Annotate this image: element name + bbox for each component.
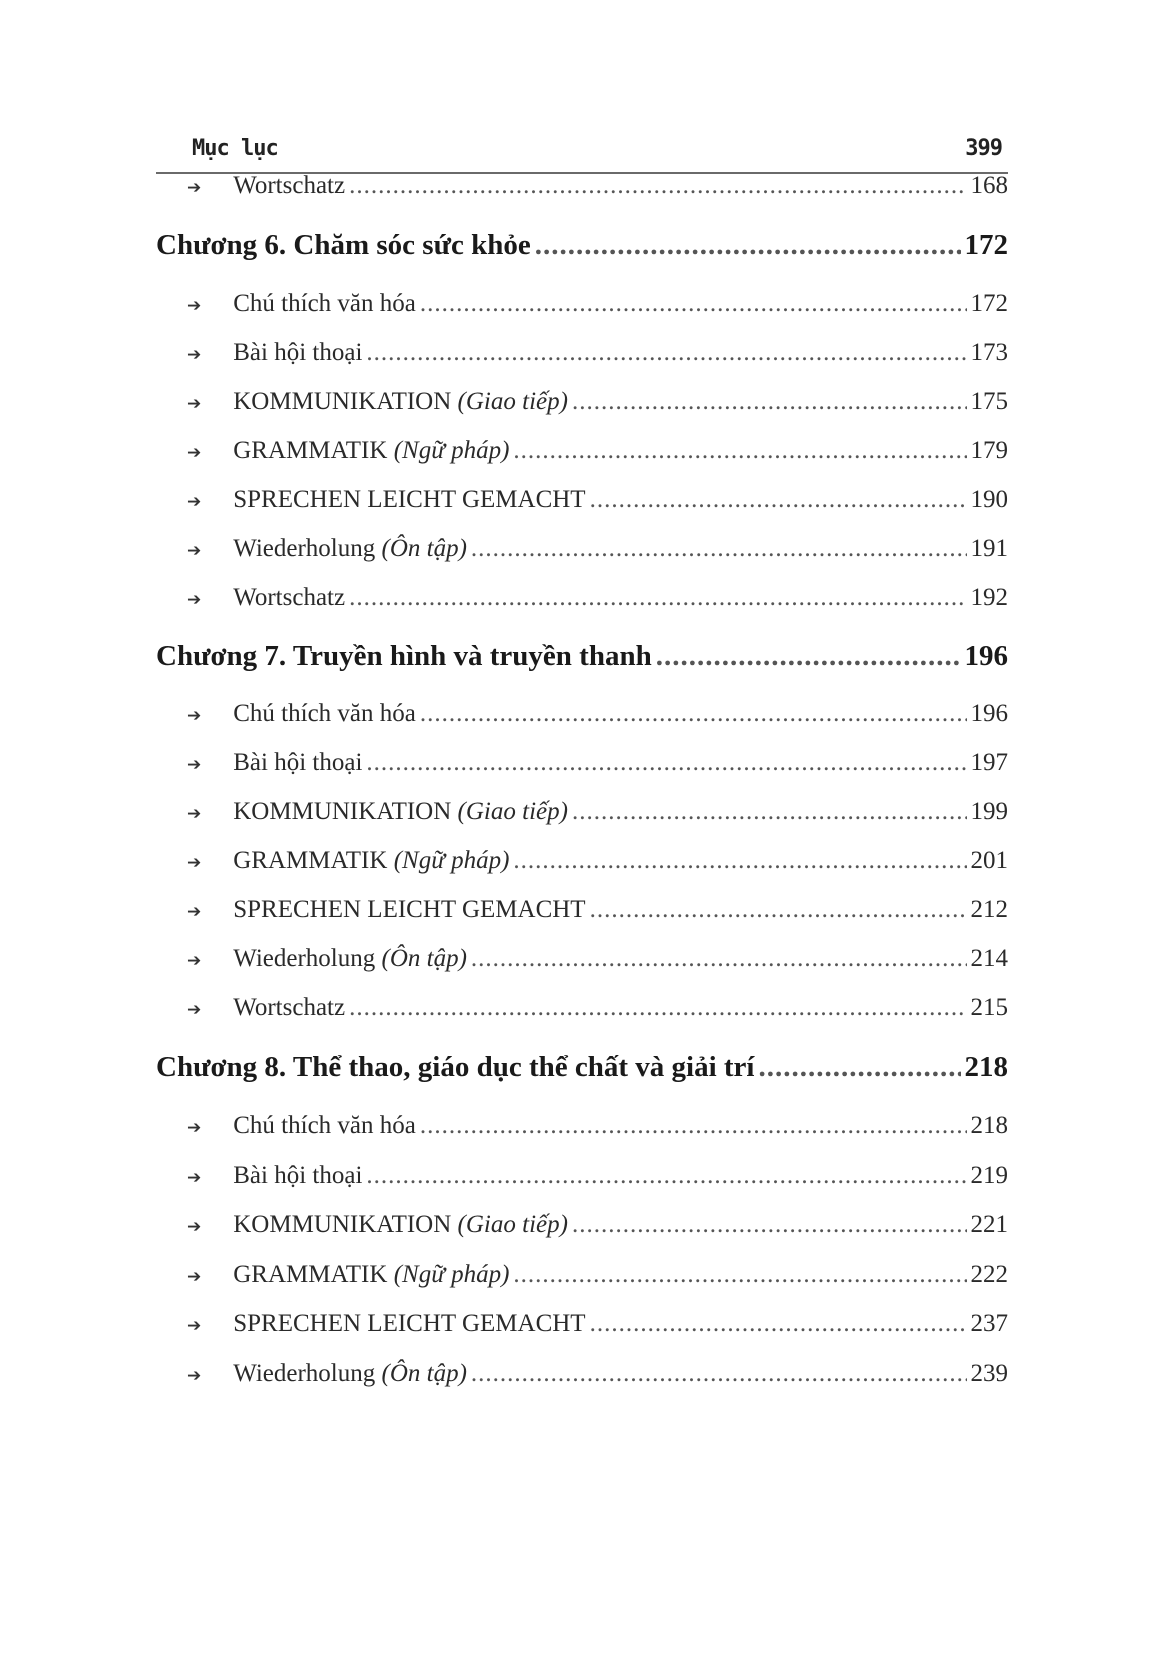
toc-chapter-page: 196 bbox=[964, 640, 1008, 672]
toc-entry[interactable] bbox=[156, 798, 1008, 838]
toc-entry[interactable] bbox=[156, 388, 1008, 428]
header-title: Mục lục bbox=[192, 136, 278, 161]
arrow-right-icon: ➔ bbox=[187, 492, 202, 512]
dot-leader bbox=[349, 584, 966, 612]
toc-entry-page: 215 bbox=[970, 994, 1008, 1021]
arrow-right-icon: ➔ bbox=[187, 1316, 202, 1336]
toc-entry[interactable] bbox=[156, 339, 1008, 379]
toc-entry-page: 175 bbox=[970, 388, 1008, 415]
arrow-right-icon: ➔ bbox=[187, 853, 202, 873]
toc-chapter-page: 172 bbox=[964, 229, 1008, 261]
toc-entry[interactable] bbox=[156, 1310, 1008, 1350]
toc-chapter[interactable] bbox=[156, 640, 1008, 686]
toc-entry-label: SPRECHEN LEICHT GEMACHT bbox=[233, 896, 586, 923]
dot-leader bbox=[366, 749, 966, 777]
dot-leader bbox=[758, 1051, 960, 1084]
toc-entry[interactable] bbox=[156, 945, 1008, 985]
toc-entry-label: SPRECHEN LEICHT GEMACHT bbox=[233, 486, 586, 513]
toc-entry-page: 197 bbox=[970, 749, 1008, 776]
arrow-right-icon: ➔ bbox=[187, 1118, 202, 1138]
dot-leader bbox=[590, 486, 967, 514]
toc-entry[interactable] bbox=[156, 290, 1008, 330]
toc-entry-label: Bài hội thoại bbox=[233, 749, 363, 776]
toc-entry-label: Wortschatz bbox=[233, 584, 346, 611]
arrow-right-icon: ➔ bbox=[187, 804, 202, 824]
toc-entry-page: 191 bbox=[970, 535, 1008, 562]
toc-entry-label: Chú thích văn hóa bbox=[233, 1112, 416, 1139]
toc-entry-page: 214 bbox=[970, 945, 1008, 972]
toc-entry-label: Wiederholung (Ôn tập) bbox=[233, 1360, 467, 1387]
toc-entry-page: 199 bbox=[970, 798, 1008, 825]
toc-entry[interactable] bbox=[156, 584, 1008, 624]
toc-entry[interactable] bbox=[156, 700, 1008, 740]
toc-entry-page: 190 bbox=[970, 486, 1008, 513]
arrow-right-icon: ➔ bbox=[187, 443, 202, 463]
toc-entry-page: 212 bbox=[970, 896, 1008, 923]
arrow-right-icon: ➔ bbox=[187, 1000, 202, 1020]
toc-entry-label: Bài hội thoại bbox=[233, 339, 363, 366]
dot-leader bbox=[590, 896, 967, 924]
arrow-right-icon: ➔ bbox=[187, 1217, 202, 1237]
dot-leader bbox=[572, 1211, 967, 1239]
arrow-right-icon: ➔ bbox=[187, 706, 202, 726]
dot-leader bbox=[471, 945, 967, 973]
arrow-right-icon: ➔ bbox=[187, 902, 202, 922]
toc-entry-label: Bài hội thoại bbox=[233, 1162, 363, 1189]
toc-chapter[interactable] bbox=[156, 1051, 1008, 1097]
toc-entry-page: 172 bbox=[970, 290, 1008, 317]
toc-entry[interactable] bbox=[156, 847, 1008, 887]
toc-entry-page: 192 bbox=[970, 584, 1008, 611]
toc-entry-page: 239 bbox=[970, 1360, 1008, 1387]
dot-leader bbox=[471, 1360, 967, 1388]
dot-leader bbox=[513, 1261, 966, 1289]
dot-leader bbox=[572, 798, 967, 826]
toc-entry-label: Wortschatz bbox=[233, 172, 346, 199]
arrow-right-icon: ➔ bbox=[187, 296, 202, 316]
page-header bbox=[156, 132, 1008, 174]
dot-leader bbox=[590, 1310, 967, 1338]
toc-entry[interactable] bbox=[156, 1211, 1008, 1251]
dot-leader bbox=[349, 172, 966, 200]
arrow-right-icon: ➔ bbox=[187, 951, 202, 971]
toc-entry-page: 219 bbox=[970, 1162, 1008, 1189]
arrow-right-icon: ➔ bbox=[187, 1168, 202, 1188]
toc-entry[interactable] bbox=[156, 486, 1008, 526]
toc-chapter-title: Chương 6. Chăm sóc sức khỏe bbox=[156, 229, 531, 261]
arrow-right-icon: ➔ bbox=[187, 590, 202, 610]
toc-entry-page: 168 bbox=[970, 172, 1008, 199]
arrow-right-icon: ➔ bbox=[187, 755, 202, 775]
toc-entry[interactable] bbox=[156, 749, 1008, 789]
dot-leader bbox=[366, 339, 966, 367]
toc-entry[interactable] bbox=[156, 1162, 1008, 1202]
toc-chapter-page: 218 bbox=[964, 1051, 1008, 1083]
toc-entry-label: GRAMMATIK (Ngữ pháp) bbox=[233, 1261, 510, 1288]
header-page-number: 399 bbox=[965, 136, 1002, 161]
arrow-right-icon: ➔ bbox=[187, 1366, 202, 1386]
toc-entry-label: GRAMMATIK (Ngữ pháp) bbox=[233, 437, 510, 464]
toc-entry[interactable] bbox=[156, 437, 1008, 477]
toc-entry-label: KOMMUNIKATION (Giao tiếp) bbox=[233, 1211, 568, 1238]
toc-entry[interactable] bbox=[156, 1112, 1008, 1152]
arrow-right-icon: ➔ bbox=[187, 541, 202, 561]
toc-entry[interactable] bbox=[156, 1360, 1008, 1400]
toc-entry[interactable] bbox=[156, 172, 1008, 212]
toc-entry-label: GRAMMATIK (Ngữ pháp) bbox=[233, 847, 510, 874]
dot-leader bbox=[513, 847, 966, 875]
toc-entry-page: 179 bbox=[970, 437, 1008, 464]
toc-entry-label: Wiederholung (Ôn tập) bbox=[233, 945, 467, 972]
toc-entry[interactable] bbox=[156, 1261, 1008, 1301]
toc-entry-page: 221 bbox=[970, 1211, 1008, 1238]
dot-leader bbox=[535, 229, 961, 262]
dot-leader bbox=[656, 640, 961, 673]
toc-entry-page: 173 bbox=[970, 339, 1008, 366]
toc-entry-page: 196 bbox=[970, 700, 1008, 727]
dot-leader bbox=[420, 1112, 967, 1140]
dot-leader bbox=[420, 700, 967, 728]
dot-leader bbox=[349, 994, 966, 1022]
toc-entry[interactable] bbox=[156, 535, 1008, 575]
arrow-right-icon: ➔ bbox=[187, 394, 202, 414]
toc-entry-page: 222 bbox=[970, 1261, 1008, 1288]
toc-chapter-title: Chương 7. Truyền hình và truyền thanh bbox=[156, 640, 652, 672]
dot-leader bbox=[471, 535, 967, 563]
toc-entry-page: 218 bbox=[970, 1112, 1008, 1139]
dot-leader bbox=[572, 388, 967, 416]
arrow-right-icon: ➔ bbox=[187, 178, 202, 198]
toc-chapter-title: Chương 8. Thể thao, giáo dục thể chất và giải trí bbox=[156, 1051, 755, 1083]
toc-entry-label: Wortschatz bbox=[233, 994, 346, 1021]
toc-entry[interactable] bbox=[156, 994, 1008, 1034]
dot-leader bbox=[513, 437, 966, 465]
toc-entry-label: Chú thích văn hóa bbox=[233, 700, 416, 727]
toc-entry[interactable] bbox=[156, 896, 1008, 936]
toc-entry-label: Wiederholung (Ôn tập) bbox=[233, 535, 467, 562]
toc-entry-page: 237 bbox=[970, 1310, 1008, 1337]
toc-entry-label: KOMMUNIKATION (Giao tiếp) bbox=[233, 798, 568, 825]
dot-leader bbox=[366, 1162, 966, 1190]
toc-chapter[interactable] bbox=[156, 229, 1008, 275]
toc-entry-label: SPRECHEN LEICHT GEMACHT bbox=[233, 1310, 586, 1337]
arrow-right-icon: ➔ bbox=[187, 1267, 202, 1287]
arrow-right-icon: ➔ bbox=[187, 345, 202, 365]
toc-entry-label: Chú thích văn hóa bbox=[233, 290, 416, 317]
dot-leader bbox=[420, 290, 967, 318]
toc-entry-page: 201 bbox=[970, 847, 1008, 874]
toc-entry-label: KOMMUNIKATION (Giao tiếp) bbox=[233, 388, 568, 415]
